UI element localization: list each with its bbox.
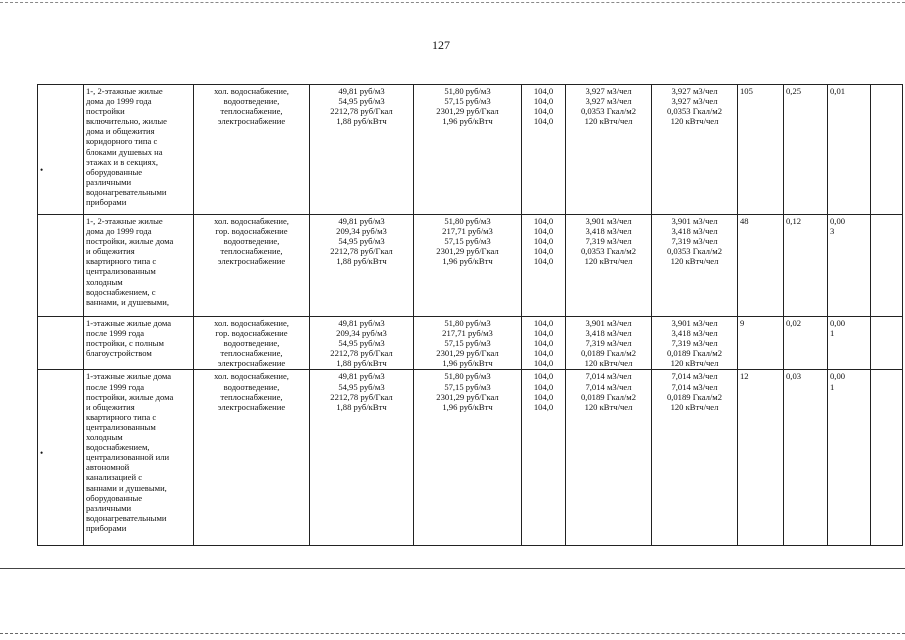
tariff-old-cell-line: 54,95 руб/м3 <box>338 338 385 349</box>
norm-new-cell-line: 7,014 м3/чел <box>671 371 718 382</box>
norm-old-cell-line: 7,014 м3/чел <box>585 371 632 382</box>
table-body <box>38 85 903 546</box>
tariff-table <box>37 84 903 546</box>
tariff-old-cell-line: 209,34 руб/м3 <box>336 226 387 237</box>
services-cell-line: электроснабжение <box>217 256 286 267</box>
tariff-new-cell-line: 1,96 руб/кВтч <box>442 116 493 127</box>
count-cell <box>738 215 784 317</box>
count-cell <box>738 85 784 215</box>
tariff-new-cell <box>414 370 522 546</box>
building-type-cell-line: холодным <box>86 276 123 287</box>
share2-cell-line: 1 <box>830 328 835 339</box>
tariff-new-cell-line: 2301,29 руб/Гкал <box>436 348 499 359</box>
tariff-old-cell-line: 2212,78 руб/Гкал <box>330 348 393 359</box>
norm-old-cell-line: 3,418 м3/чел <box>585 226 632 237</box>
share1-cell <box>784 370 828 546</box>
building-type-cell-line: автономной <box>86 462 130 473</box>
scan-mark-dot: • <box>40 448 44 458</box>
empty-cell <box>871 370 903 546</box>
services-cell-line: теплоснабжение, <box>220 106 283 117</box>
services-cell-line: теплоснабжение, <box>220 246 283 257</box>
services-cell-line: водоотведение, <box>223 338 280 349</box>
norm-new-cell-line: 7,319 м3/чел <box>671 338 718 349</box>
index-cell-line: 104,0 <box>533 401 554 412</box>
norm-new-cell <box>652 317 738 370</box>
norm-old-cell-line: 3,901 м3/чел <box>585 318 632 328</box>
tariff-new-cell-line: 51,80 руб/м3 <box>444 86 491 96</box>
share1-cell <box>784 85 828 215</box>
index-cell <box>522 85 566 215</box>
share1-cell <box>784 317 828 370</box>
services-cell-line: водоотведение, <box>223 381 280 392</box>
bottom-scan-edge <box>0 633 905 634</box>
index-cell-line: 104,0 <box>533 381 554 392</box>
building-type-cell-line: 1-, 2-этажные жилые <box>86 216 163 226</box>
norm-new-cell-line: 120 кВтч/чел <box>670 401 719 412</box>
tariff-old-cell-line: 2212,78 руб/Гкал <box>330 391 393 402</box>
count-cell-line: 9 <box>740 318 745 328</box>
tariff-old-cell-line: 49,81 руб/м3 <box>338 216 385 226</box>
building-type-cell-line: приборами <box>86 522 127 533</box>
services-cell-line: гор. водоснабжение <box>215 328 288 339</box>
index-cell-line: 104,0 <box>533 256 554 267</box>
services-cell <box>194 317 310 370</box>
norm-new-cell-line: 120 кВтч/чел <box>670 116 719 127</box>
share2-cell <box>828 215 871 317</box>
building-type-cell-line: холодным <box>86 432 123 443</box>
building-type-cell <box>84 370 194 546</box>
norm-new-cell-line: 3,927 м3/чел <box>671 96 718 107</box>
tariff-new-cell-line: 57,15 руб/м3 <box>444 96 491 107</box>
building-type-cell-line: и общежития <box>86 401 135 412</box>
building-type-cell-line: дома и общежития <box>86 126 155 137</box>
index-cell-line: 104,0 <box>533 246 554 257</box>
share2-cell-line: 3 <box>830 226 835 237</box>
count-cell-line: 48 <box>740 216 749 226</box>
scan-mark-dot: • <box>40 165 44 175</box>
tariff-new-cell-line: 1,96 руб/кВтч <box>442 358 493 369</box>
building-type-cell-line: приборами <box>86 197 127 208</box>
norm-new-cell-line: 3,418 м3/чел <box>671 226 718 237</box>
index-cell-line: 104,0 <box>533 236 554 247</box>
tariff-old-cell-line: 2212,78 руб/Гкал <box>330 246 393 257</box>
share1-cell-line: 0,12 <box>786 216 802 226</box>
norm-old-cell-line: 0,0353 Гкал/м2 <box>580 246 637 257</box>
norm-old-cell <box>566 370 652 546</box>
tariff-new-cell <box>414 317 522 370</box>
building-type-cell-line: ваннами, и душевыми, <box>86 296 169 307</box>
building-type-cell-line: после 1999 года <box>86 381 145 392</box>
tariff-old-cell <box>310 215 414 317</box>
share2-cell-line: 1 <box>830 381 835 392</box>
index-cell-line: 104,0 <box>533 106 554 117</box>
tariff-new-cell-line: 217,71 руб/м3 <box>442 328 493 339</box>
count-cell-line: 105 <box>740 86 753 96</box>
index-cell-line: 104,0 <box>533 86 554 96</box>
building-type-cell-line: постройки, жилые дома <box>86 391 174 402</box>
building-type-cell-line: постройки, жилые дома <box>86 236 174 247</box>
building-type-cell-line: оборудованные <box>86 492 143 503</box>
index-cell-line: 104,0 <box>533 116 554 127</box>
norm-old-cell-line: 3,927 м3/чел <box>585 86 632 96</box>
building-type-cell-line: оборудованные <box>86 166 143 177</box>
empty-cell <box>38 215 84 317</box>
building-type-cell-line: блоками душевых на <box>86 146 163 157</box>
share1-cell <box>784 215 828 317</box>
tariff-new-cell-line: 57,15 руб/м3 <box>444 236 491 247</box>
tariff-old-cell-line: 49,81 руб/м3 <box>338 86 385 96</box>
top-scan-edge <box>0 2 905 3</box>
services-cell-line: теплоснабжение, <box>220 391 283 402</box>
table-row <box>38 370 903 546</box>
table-row <box>38 85 903 215</box>
building-type-cell-line: дома до 1999 года <box>86 96 152 107</box>
count-cell <box>738 370 784 546</box>
services-cell-line: водоотведение, <box>223 96 280 107</box>
share1-cell-line: 0,02 <box>786 318 802 328</box>
norm-old-cell <box>566 85 652 215</box>
norm-old-cell <box>566 317 652 370</box>
building-type-cell-line: 1-, 2-этажные жилые <box>86 86 163 96</box>
index-cell-line: 104,0 <box>533 348 554 359</box>
index-cell-line: 104,0 <box>533 328 554 339</box>
norm-old-cell-line: 0,0353 Гкал/м2 <box>580 106 637 117</box>
building-type-cell-line: ваннами и душевыми, <box>86 482 167 493</box>
norm-new-cell <box>652 85 738 215</box>
share1-cell-line: 0,03 <box>786 371 802 382</box>
tariff-old-cell-line: 49,81 руб/м3 <box>338 318 385 328</box>
tariff-old-cell-line: 209,34 руб/м3 <box>336 328 387 339</box>
services-cell <box>194 85 310 215</box>
bottom-rule <box>0 568 905 569</box>
services-cell-line: гор. водоснабжение <box>215 226 288 237</box>
share2-cell-line: 0,00 <box>830 371 846 382</box>
building-type-cell-line: постройки <box>86 106 125 117</box>
services-cell-line: электроснабжение <box>217 401 286 412</box>
tariff-old-cell-line: 54,95 руб/м3 <box>338 236 385 247</box>
share2-cell-line: 0,01 <box>830 86 846 96</box>
empty-cell <box>871 215 903 317</box>
norm-new-cell-line: 0,0189 Гкал/м2 <box>666 348 723 359</box>
building-type-cell <box>84 317 194 370</box>
building-type-cell-line: водоснабжением, <box>86 442 150 453</box>
norm-new-cell-line: 3,418 м3/чел <box>671 328 718 339</box>
norm-new-cell-line: 0,0353 Гкал/м2 <box>666 246 723 257</box>
empty-cell <box>38 370 84 546</box>
tariff-new-cell-line: 2301,29 руб/Гкал <box>436 106 499 117</box>
tariff-new-cell-line: 51,80 руб/м3 <box>444 318 491 328</box>
tariff-old-cell <box>310 85 414 215</box>
services-cell-line: хол. водоснабжение, <box>214 318 289 328</box>
tariff-new-cell-line: 51,80 руб/м3 <box>444 216 491 226</box>
building-type-cell-line: канализацией с <box>86 472 143 483</box>
services-cell-line: хол. водоснабжение, <box>214 216 289 226</box>
index-cell-line: 104,0 <box>533 371 554 382</box>
services-cell <box>194 215 310 317</box>
norm-new-cell-line: 7,319 м3/чел <box>671 236 718 247</box>
tariff-new-cell-line: 1,96 руб/кВтч <box>442 256 493 267</box>
tariff-new-cell-line: 57,15 руб/м3 <box>444 338 491 349</box>
empty-cell <box>871 85 903 215</box>
services-cell-line: водоотведение, <box>223 236 280 247</box>
norm-new-cell-line: 3,927 м3/чел <box>671 86 718 96</box>
table-row <box>38 317 903 370</box>
building-type-cell-line: постройки, с полным <box>86 338 164 349</box>
tariff-new-cell-line: 217,71 руб/м3 <box>442 226 493 237</box>
tariff-old-cell-line: 1,88 руб/кВтч <box>336 358 387 369</box>
tariff-new-cell-line: 51,80 руб/м3 <box>444 371 491 382</box>
index-cell-line: 104,0 <box>533 391 554 402</box>
building-type-cell <box>84 85 194 215</box>
building-type-cell-line: 1-этажные жилые дома <box>86 371 172 382</box>
index-cell-line: 104,0 <box>533 96 554 107</box>
norm-old-cell-line: 7,014 м3/чел <box>585 381 632 392</box>
building-type-cell-line: 1-этажные жилые дома <box>86 318 172 328</box>
norm-old-cell-line: 7,319 м3/чел <box>585 236 632 247</box>
building-type-cell-line: водоснабжением, с <box>86 286 156 297</box>
tariff-old-cell-line: 1,88 руб/кВтч <box>336 401 387 412</box>
tariff-old-cell-line: 2212,78 руб/Гкал <box>330 106 393 117</box>
norm-new-cell-line: 0,0353 Гкал/м2 <box>666 106 723 117</box>
share1-cell-line: 0,25 <box>786 86 802 96</box>
tariff-old-cell-line: 1,88 руб/кВтч <box>336 256 387 267</box>
count-cell-line: 12 <box>740 371 749 382</box>
norm-new-cell-line: 0,0189 Гкал/м2 <box>666 391 723 402</box>
norm-old-cell-line: 120 кВтч/чел <box>584 401 633 412</box>
services-cell-line: хол. водоснабжение, <box>214 86 289 96</box>
services-cell-line: хол. водоснабжение, <box>214 371 289 382</box>
tariff-old-cell-line: 49,81 руб/м3 <box>338 371 385 382</box>
table-row <box>38 215 903 317</box>
services-cell-line: электроснабжение <box>217 358 286 369</box>
norm-old-cell-line: 0,0189 Гкал/м2 <box>580 348 637 359</box>
index-cell-line: 104,0 <box>533 226 554 237</box>
norm-old-cell-line: 3,901 м3/чел <box>585 216 632 226</box>
page-number: 127 <box>432 38 450 52</box>
building-type-cell-line: водонагревательными <box>86 512 167 523</box>
norm-new-cell-line: 7,014 м3/чел <box>671 381 718 392</box>
building-type-cell-line: квартирного типа с <box>86 411 157 422</box>
services-cell-line: теплоснабжение, <box>220 348 283 359</box>
tariff-old-cell-line: 54,95 руб/м3 <box>338 381 385 392</box>
norm-old-cell-line: 0,0189 Гкал/м2 <box>580 391 637 402</box>
tariff-new-cell-line: 1,96 руб/кВтч <box>442 401 493 412</box>
building-type-cell-line: централизованным <box>86 266 156 277</box>
norm-old-cell-line: 3,418 м3/чел <box>585 328 632 339</box>
tariff-old-cell-line: 54,95 руб/м3 <box>338 96 385 107</box>
building-type-cell-line: водонагревательными <box>86 186 167 197</box>
index-cell-line: 104,0 <box>533 318 554 328</box>
building-type-cell <box>84 215 194 317</box>
norm-old-cell-line: 120 кВтч/чел <box>584 116 633 127</box>
services-cell <box>194 370 310 546</box>
norm-new-cell <box>652 215 738 317</box>
building-type-cell-line: централизованной или <box>86 452 170 463</box>
index-cell-line: 104,0 <box>533 216 554 226</box>
tariff-new-cell <box>414 85 522 215</box>
norm-new-cell-line: 120 кВтч/чел <box>670 358 719 369</box>
norm-new-cell-line: 120 кВтч/чел <box>670 256 719 267</box>
share2-cell <box>828 85 871 215</box>
norm-new-cell-line: 3,901 м3/чел <box>671 318 718 328</box>
building-type-cell-line: дома до 1999 года <box>86 226 152 237</box>
norm-old-cell-line: 120 кВтч/чел <box>584 256 633 267</box>
norm-new-cell <box>652 370 738 546</box>
index-cell <box>522 370 566 546</box>
building-type-cell-line: коридорного типа с <box>86 136 158 147</box>
index-cell <box>522 317 566 370</box>
share2-cell <box>828 370 871 546</box>
index-cell <box>522 215 566 317</box>
empty-cell <box>38 317 84 370</box>
norm-old-cell-line: 7,319 м3/чел <box>585 338 632 349</box>
tariff-old-cell-line: 1,88 руб/кВтч <box>336 116 387 127</box>
building-type-cell-line: и общежития <box>86 246 135 257</box>
empty-cell <box>871 317 903 370</box>
count-cell <box>738 317 784 370</box>
tariff-new-cell-line: 2301,29 руб/Гкал <box>436 391 499 402</box>
building-type-cell-line: различными <box>86 176 132 187</box>
index-cell-line: 104,0 <box>533 338 554 349</box>
tariff-new-cell <box>414 215 522 317</box>
tariff-new-cell-line: 2301,29 руб/Гкал <box>436 246 499 257</box>
norm-new-cell-line: 3,901 м3/чел <box>671 216 718 226</box>
share2-cell-line: 0,00 <box>830 318 846 328</box>
empty-cell <box>38 85 84 215</box>
norm-old-cell-line: 3,927 м3/чел <box>585 96 632 107</box>
services-cell-line: электроснабжение <box>217 116 286 127</box>
share2-cell <box>828 317 871 370</box>
building-type-cell-line: квартирного типа с <box>86 256 157 267</box>
building-type-cell-line: включительно, жилые <box>86 116 167 127</box>
index-cell-line: 104,0 <box>533 358 554 369</box>
norm-old-cell <box>566 215 652 317</box>
building-type-cell-line: после 1999 года <box>86 328 145 339</box>
norm-old-cell-line: 120 кВтч/чел <box>584 358 633 369</box>
share2-cell-line: 0,00 <box>830 216 846 226</box>
tariff-old-cell <box>310 370 414 546</box>
tariff-old-cell <box>310 317 414 370</box>
building-type-cell-line: различными <box>86 502 132 513</box>
tariff-new-cell-line: 57,15 руб/м3 <box>444 381 491 392</box>
building-type-cell-line: централизованным <box>86 421 156 432</box>
building-type-cell-line: этажах и в секциях, <box>86 156 159 167</box>
building-type-cell-line: благоустройством <box>86 348 152 359</box>
